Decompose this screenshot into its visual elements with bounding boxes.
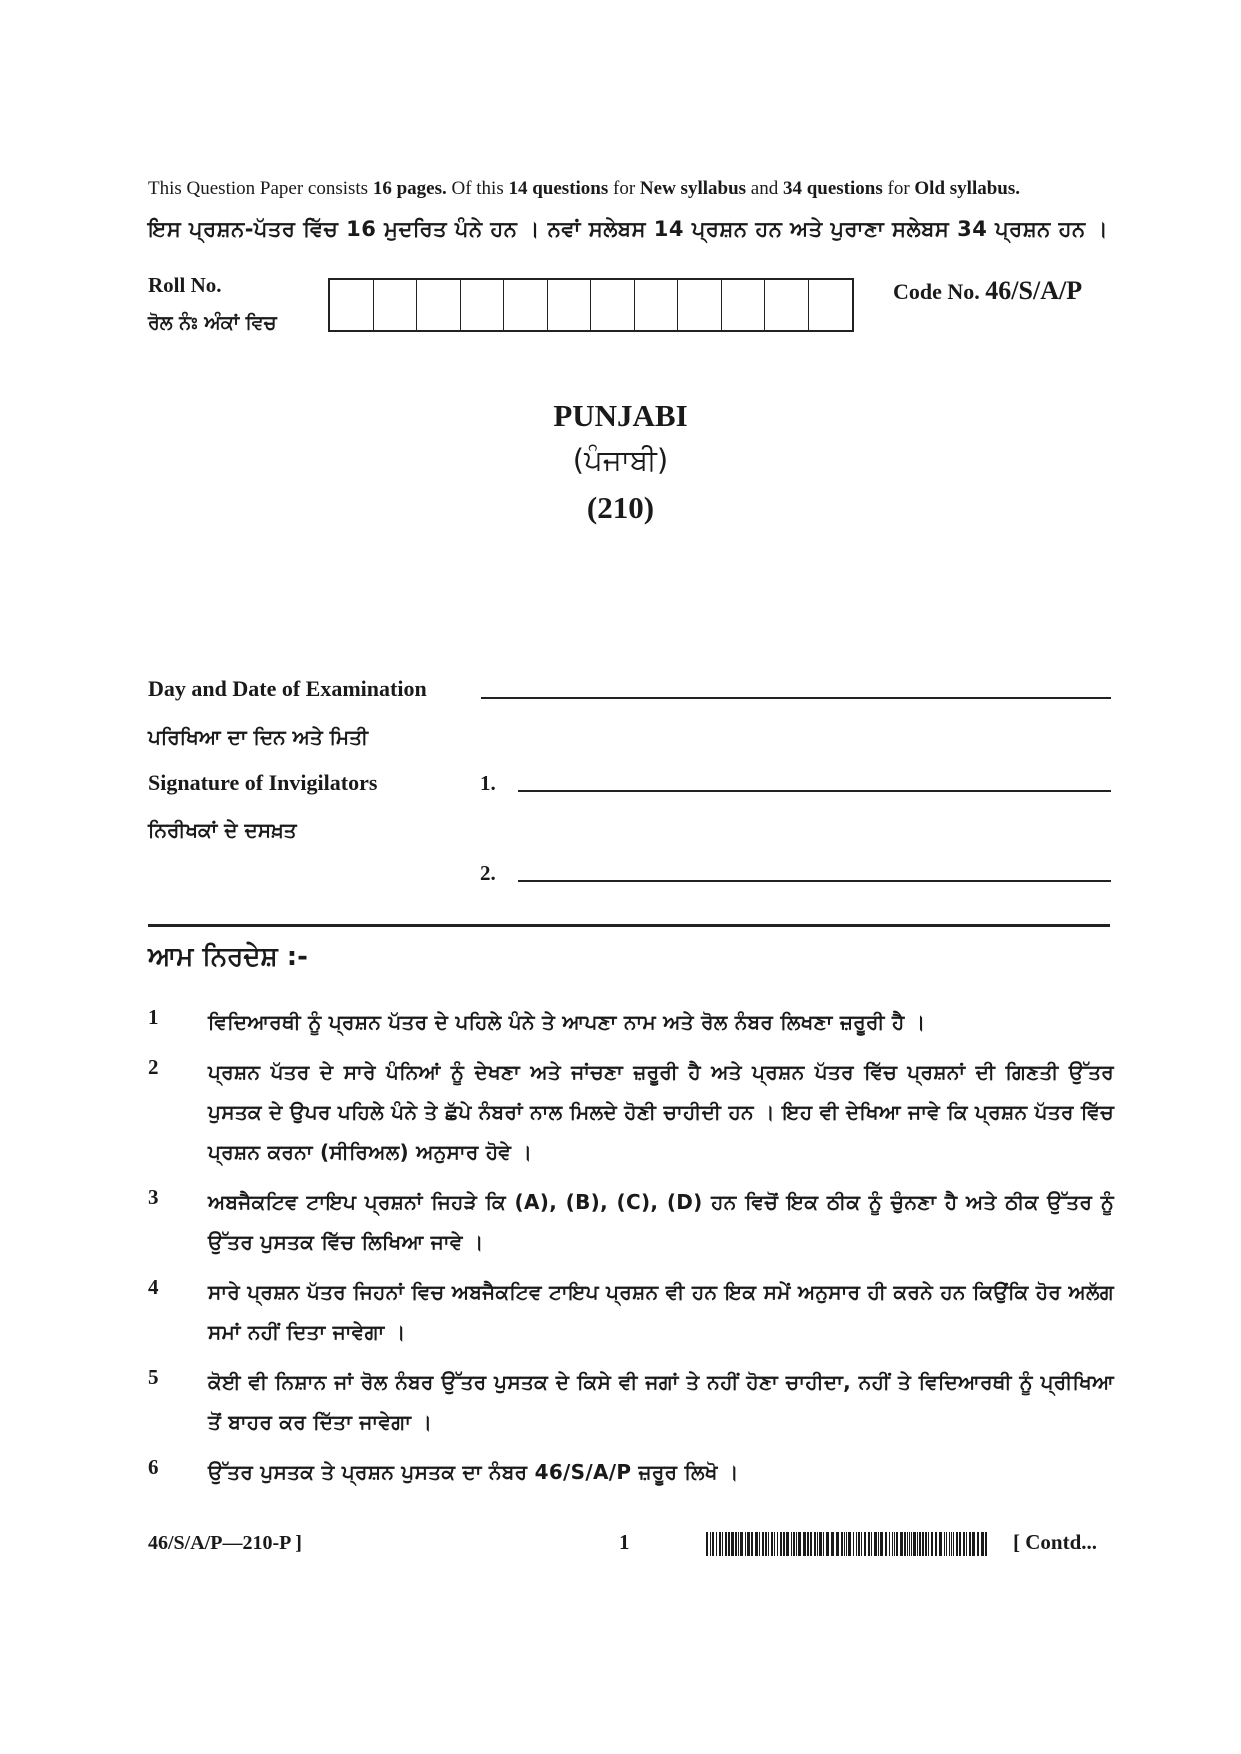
barcode-bar	[759, 1532, 760, 1556]
section-divider	[148, 924, 1110, 927]
barcode-bar	[896, 1532, 898, 1556]
instruction-item	[148, 1002, 1114, 1042]
exam-date-label-punjabi: ਪਰਿਖਿਆ ਦਾ ਦਿਨ ਅਤੇ ਮਿਤੀ	[148, 725, 369, 749]
roll-number-box[interactable]	[765, 280, 809, 330]
barcode-bar	[841, 1532, 843, 1556]
barcode-bar	[892, 1532, 893, 1556]
barcode-bar	[917, 1532, 918, 1556]
instruction-text: ਕੋਈ ਵੀ ਨਿਸ਼ਾਨ ਜਾਂ ਰੋਲ ਨੰਬਰ ਉੱਤਰ ਪੁਸਤਕ ਦੇ ਕਿਸੇ ਵੀ ਜਗਾਂ ਤੇ ਨਹੀਂ ਹੋਣਾ ਚਾਹੀਦਾ, ਨਹੀਂ ਤੇ ਵਿਦਿਆਰਥੀ ਨੂੰ ਪ੍ਰੀਖਿਆ ਤੋਂ ਬਾਹਰ ਕਰ ਦਿੱਤਾ ਜਾਵੇਗਾ ।	[208, 1370, 1114, 1434]
barcode-bar	[900, 1532, 903, 1556]
barcode-bar	[878, 1532, 879, 1556]
exam-date-line[interactable]	[481, 697, 1111, 699]
instruction-item	[148, 1182, 1114, 1262]
invigilator-signature-label: Signature of Invigilators	[148, 770, 378, 795]
barcode-bar	[722, 1532, 723, 1556]
instruction-item	[148, 1272, 1114, 1352]
barcode-bar	[823, 1532, 824, 1556]
barcode-bar	[946, 1532, 947, 1556]
barcode-bar	[977, 1532, 979, 1556]
barcode-bar	[771, 1532, 773, 1556]
barcode-bar	[826, 1532, 829, 1556]
barcode-bar	[848, 1532, 851, 1556]
roll-number-boxes[interactable]	[328, 278, 854, 332]
roll-number-box[interactable]	[330, 280, 374, 330]
barcode-bar	[751, 1532, 753, 1556]
barcode-bar	[725, 1532, 727, 1556]
roll-number-box[interactable]	[548, 280, 592, 330]
barcode-bar	[735, 1532, 737, 1556]
barcode-bar	[716, 1532, 717, 1556]
barcode-bar	[953, 1532, 954, 1556]
barcode-bar	[814, 1532, 816, 1556]
barcode-bar	[919, 1532, 921, 1556]
barcode-bar	[793, 1532, 795, 1556]
barcode-bar	[889, 1532, 890, 1556]
roll-number-box[interactable]	[461, 280, 505, 330]
signature-number-1: 1.	[480, 771, 496, 795]
header-punjabi-line: ਇਸ ਪ੍ਰਸ਼ਨ-ਪੱਤਰ ਵਿੱਚ 16 ਮੁਦਰਿਤ ਪੰਨੇ ਹਨ । ਨਵਾਂ ਸਲੇਬਸ 14 ਪ੍ਰਸ਼ਨ ਹਨ ਅਤੇ ਪੁਰਾਣਾ ਸਲੇਬਸ 34 ਪ੍ਰਸ਼ਨ ਹਨ ।	[148, 217, 1109, 241]
header-english-line: This Question Paper consists 16 pages. Of this 14 questions for New syllabus and 34 questions for Old syllabus.	[148, 178, 1021, 199]
code-number-label: Code No.	[893, 279, 986, 304]
roll-number-box[interactable]	[417, 280, 461, 330]
barcode-bar	[807, 1532, 809, 1556]
page-number: 1	[619, 1530, 630, 1554]
instruction-text: ਅਬਜੈਕਟਿਵ ਟਾਇਪ ਪ੍ਰਸ਼ਨਾਂ ਜਿਹੜੇ ਕਿ (A), (B), (C), (D) ਹਨ ਵਿਚੋਂ ਇਕ ਠੀਕ ਨੂੰ ਚੁੰਨਣਾ ਹੈ ਅਤੇ ਠੀਕ ਉੱਤਰ ਨੂੰ ਉੱਤਰ ਪੁਸਤਕ ਵਿੱਚ ਲਿਖਿਆ ਜਾਵੇ ।	[208, 1190, 1114, 1254]
barcode-bar	[913, 1532, 916, 1556]
barcode-bar	[969, 1532, 971, 1556]
barcode-bar	[981, 1532, 984, 1556]
barcode-bar	[907, 1532, 908, 1556]
barcode-bar	[925, 1532, 927, 1556]
roll-number-box[interactable]	[635, 280, 679, 330]
barcode-bar	[861, 1532, 862, 1556]
general-instructions-title: ਆਮ ਨਿਰਦੇਸ਼ :-	[148, 942, 308, 972]
barcode-bar	[928, 1532, 929, 1556]
barcode-bar	[951, 1532, 952, 1556]
barcode-bar	[911, 1532, 912, 1556]
barcode-bar	[706, 1532, 708, 1556]
barcode-bar	[944, 1532, 945, 1556]
roll-number-label: Roll No.	[148, 273, 222, 297]
barcode-bar	[935, 1532, 937, 1556]
barcode-bar	[874, 1532, 877, 1556]
instruction-number: 6	[148, 1455, 159, 1479]
instruction-text: ਵਿਦਿਆਰਥੀ ਨੂੰ ਪ੍ਰਸ਼ਨ ਪੱਤਰ ਦੇ ਪਹਿਲੇ ਪੰਨੇ ਤੇ ਆਪਣਾ ਨਾਮ ਅਤੇ ਰੋਲ ਨੰਬਰ ਲਿਖਣਾ ਜ਼ਰੂਰੀ ਹੈ ।	[208, 1010, 926, 1034]
barcode-bar	[768, 1532, 769, 1556]
barcode-bar	[868, 1532, 870, 1556]
barcode-bar	[712, 1532, 714, 1556]
barcode-bar	[871, 1532, 872, 1556]
barcode-bar	[985, 1532, 987, 1556]
barcode-bar	[880, 1532, 883, 1556]
instruction-text: ਪ੍ਰਸ਼ਨ ਪੱਤਰ ਦੇ ਸਾਰੇ ਪੰਨਿਆਂ ਨੂੰ ਦੇਖਣਾ ਅਤੇ ਜਾਂਚਣਾ ਜ਼ਰੂਰੀ ਹੈ ਅਤੇ ਪ੍ਰਸ਼ਨ ਪੱਤਰ ਵਿੱਚ ਪ੍ਰਸ਼ਨਾਂ ਦੀ ਗਿਣਤੀ ਉੱਤਰ ਪੁਸਤਕ ਦੇ ਉਪਰ ਪਹਿਲੇ ਪੰਨੇ ਤੇ ਛੱਪੇ ਨੰਬਰਾਂ ਨਾਲ ਮਿਲਦੇ ਹੋਣੀ ਚਾਹੀਦੀ ਹਨ । ਇਹ ਵੀ ਦੇਖਿਆ ਜਾਵੇ ਕਿ ਪ੍ਰਸ਼ਨ ਪੱਤਰ ਵਿੱਚ ਪ੍ਰਸ਼ਨ ਕਰਨਾ (ਸੀਰਿਅਲ) ਅਨੁਸਾਰ ਹੋਵੇ ।	[208, 1060, 1114, 1164]
barcode-bar	[803, 1532, 806, 1556]
barcode-bar	[738, 1532, 739, 1556]
roll-number-box[interactable]	[678, 280, 722, 330]
barcode-bar	[765, 1532, 767, 1556]
barcode-bar	[956, 1532, 958, 1556]
signature-line-1[interactable]	[518, 790, 1111, 792]
barcode-bar	[909, 1532, 910, 1556]
barcode-bar	[810, 1532, 812, 1556]
signature-line-2[interactable]	[518, 880, 1111, 882]
barcode-bar	[745, 1532, 746, 1556]
exam-date-label: Day and Date of Examination	[148, 676, 427, 701]
barcode-bar	[719, 1532, 721, 1556]
barcode-bar	[780, 1532, 782, 1556]
signature-number-2: 2.	[480, 861, 496, 885]
instruction-number: 1	[148, 1005, 159, 1029]
barcode-bar	[786, 1532, 789, 1556]
barcode-bar	[710, 1532, 711, 1556]
barcode-bar	[728, 1532, 730, 1556]
subject-code: (210)	[586, 490, 655, 525]
barcode-bar	[922, 1532, 924, 1556]
barcode-bar	[856, 1532, 857, 1556]
code-number-value: 46/S/A/P	[985, 276, 1083, 305]
barcode-bar	[831, 1532, 834, 1556]
barcode-bar	[959, 1532, 961, 1556]
code-number	[893, 276, 1082, 306]
barcode-bar	[931, 1532, 933, 1556]
instruction-text: ਸਾਰੇ ਪ੍ਰਸ਼ਨ ਪੱਤਰ ਜਿਹਨਾਂ ਵਿਚ ਅਬਜੈਕਟਿਵ ਟਾਇਪ ਪ੍ਰਸ਼ਨ ਵੀ ਹਨ ਇਕ ਸਮੇਂ ਅਨੁਸਾਰ ਹੀ ਕਰਨੇ ਹਨ ਕਿਉਂਕਿ ਹੋਰ ਅਲੱਗ ਸਮਾਂ ਨਹੀਂ ਦਿਤਾ ਜਾਵੇਗਾ ।	[208, 1280, 1114, 1344]
barcode-bar	[894, 1532, 895, 1556]
instruction-number: 5	[148, 1365, 159, 1389]
roll-number-label-punjabi: ਰੋਲ ਨੰਃ ਅੰਕਾਂ ਵਿਚ	[148, 312, 277, 334]
barcode-bar	[747, 1532, 750, 1556]
instruction-text: ਉੱਤਰ ਪੁਸਤਕ ਤੇ ਪ੍ਰਸ਼ਨ ਪੁਸਤਕ ਦਾ ਨੰਬਰ 46/S/A/P ਜ਼ਰੂਰ ਲਿਖੋ ।	[208, 1460, 739, 1484]
roll-number-box[interactable]	[722, 280, 766, 330]
barcode-bar	[731, 1532, 734, 1556]
barcode-bar	[740, 1532, 743, 1556]
barcode-bar	[963, 1532, 965, 1556]
barcode	[706, 1532, 991, 1556]
instruction-number: 3	[148, 1185, 159, 1209]
barcode-bar	[777, 1532, 778, 1556]
subject-title-punjabi: (ਪੰਜਾਬੀ)	[572, 443, 669, 477]
barcode-bar	[762, 1532, 764, 1556]
barcode-bar	[864, 1532, 866, 1556]
instruction-item	[148, 1452, 1114, 1492]
barcode-bar	[972, 1532, 975, 1556]
barcode-bar	[844, 1532, 845, 1556]
barcode-bar	[819, 1532, 822, 1556]
barcode-bar	[774, 1532, 775, 1556]
continued-label: [ Contd...	[1013, 1530, 1098, 1554]
barcode-bar	[858, 1532, 860, 1556]
barcode-bar	[885, 1532, 887, 1556]
barcode-bar	[966, 1532, 967, 1556]
barcode-bar	[846, 1532, 847, 1556]
barcode-bar	[836, 1532, 839, 1556]
instruction-item	[148, 1362, 1114, 1442]
roll-number-box[interactable]	[504, 280, 548, 330]
footer-paper-code: 46/S/A/P—210-P ]	[148, 1532, 302, 1554]
roll-number-box[interactable]	[591, 280, 635, 330]
barcode-bar	[783, 1532, 785, 1556]
roll-number-box[interactable]	[374, 280, 418, 330]
instruction-item	[148, 1052, 1114, 1172]
barcode-bar	[939, 1532, 942, 1556]
barcode-bar	[791, 1532, 792, 1556]
barcode-bar	[796, 1532, 797, 1556]
subject-title: PUNJABI	[553, 398, 688, 433]
barcode-bar	[904, 1532, 906, 1556]
barcode-bar	[755, 1532, 758, 1556]
barcode-bar	[853, 1532, 854, 1556]
instruction-number: 4	[148, 1275, 159, 1299]
barcode-bar	[949, 1532, 950, 1556]
roll-number-box[interactable]	[809, 280, 853, 330]
invigilator-signature-label-punjabi: ਨਿਰੀਖਕਾਂ ਦੇ ਦਸਖ਼ਤ	[148, 818, 297, 842]
barcode-bar	[817, 1532, 818, 1556]
barcode-bar	[798, 1532, 801, 1556]
instruction-number: 2	[148, 1055, 159, 1079]
